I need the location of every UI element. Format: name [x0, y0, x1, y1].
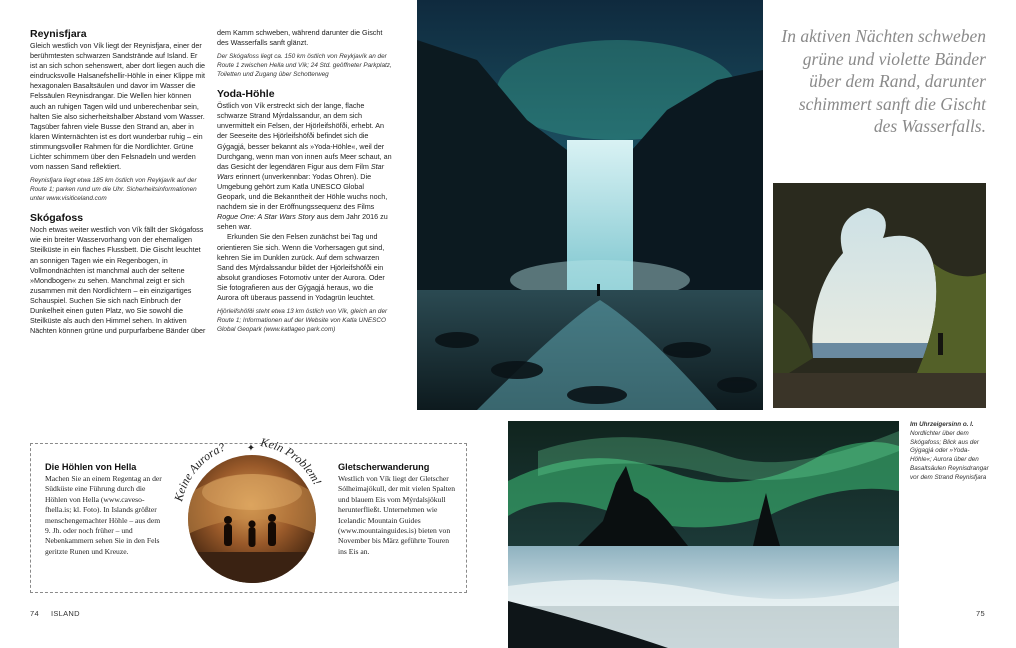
page-number-right: 75: [976, 609, 985, 618]
photo-skogafoss: [417, 0, 763, 410]
column-2: [217, 28, 393, 334]
film-title-rogue-one: Rogue One: A Star Wars Story: [217, 212, 315, 222]
text-reynisfjara: Gleich westlich von Vík liegt der Reynisfjara, einer der berühmtesten schwarzen Sandstrände auf Island. Er ist an sich schon sehenswert, aber dort liegen auch die eindrucksvolle Halsanefshellir-Höhle in einer Klippe mit hexagonalen Basaltsäulen und davor im Wasser die Felssäulen Reynisdrangar. Die Wellen hier können auch an ruhigen Tagen wild und unberechenbar sein, halten Sie also sicherheitshalber Abstand vom Wasser. Tagsüber fahren viele Busse den Strand an, aber in klaren Winternächten ist es dort wunderbar ruhig – ein stimmungsvoller Rahmen für die Nordlichter. Grüne Lichter schimmern über den Felsnadeln und werden vom nassen Sand reflektiert.: [30, 41, 205, 172]
caption-skogafoss: Der Skógafoss liegt ca. 150 km östlich von Reykjavík an der Route 1 zwischen Hella und Vík; 24 Std. geöffneter Parkplatz, Toiletten und Zugang über Schotterweg: [217, 53, 392, 79]
arc-text-left: Keine Aurora?: [171, 439, 228, 503]
photo-caption: [910, 421, 990, 483]
text-glacier: Westlich von Vík liegt der Gletscher Sólheimajökull, der mit vielen Spalten und blauem Eis vom Mýrdalsjökull herunterfließt. Unternehmen wie Icelandic Mountain Guides (www.mountainguides.is) bieten von November bis März geführte Touren ins Eis an.: [338, 474, 456, 556]
column-1: [30, 28, 206, 336]
caption-body: Nordlichter über dem Skógafoss; Blick aus der Gýgagjá oder »Yoda-Höhle«; Aurora über den Basaltsäulen Reynisdrangar vor dem Strand Reynisfjara: [910, 429, 989, 481]
arc-text-right: Kein Problem!: [259, 435, 325, 488]
caption-yoda: Hjörleifshöfði steht etwa 13 km östlich von Vík, gleich an der Route 1; Informationen auf der Website von Katla UNESCO Global Geopark (www.katlageo park.com): [217, 308, 388, 334]
photo-reynisdrangar: [508, 421, 899, 648]
page-number-left: 74: [30, 609, 39, 618]
heading-hella: Die Höhlen von Hella: [45, 462, 137, 472]
box-hella: [45, 461, 163, 557]
photo-yoda-cave: [773, 183, 986, 408]
text-yoda-p1: Östlich von Vík erstreckt sich der lange, flache schwarze Strand Mýrdalssandur, an dem sich unvermittelt ein Felsen, der Hjörleifshöfði, erhebt. An der Seeseite des Hjörleifshöfði befindet sich die Gýgagjá, besser bekannt als »Yoda-Höhle«, weil der Durchgang, wenn man von innen aufs Meer schaut, an das Gesicht der legendären Figur aus dem Film Star Wars erinnert (unverkennbar: Yodas Ohren). Die Umgebung gehört zum Katla UNESCO Global Geopark, und die Bekanntheit der Höhle wuchs noch, nachdem sie in der Eröffnungssequenz des Films Rogue One: A Star Wars Story aus dem Jahr 2016 zu sehen war.: [217, 101, 392, 232]
cave-image: [773, 183, 986, 408]
text-hella: Machen Sie an einem Regentag an der Südküste eine Führung durch die Höhlen von Hella (www.cavesofhella.is; kl. Foto). In Islands größter menschengemachter Höhle – aus dem 9. Jh. oder noch früher – und Nebenkammern sehen Sie in den Fels geritzte Runen und Kreuze.: [45, 474, 162, 556]
folio-left: [30, 609, 80, 618]
caption-lead: Im Uhrzeigersinn o. l.: [910, 421, 974, 428]
folio-right: [976, 609, 985, 618]
aurora-sea-stacks-image: [508, 421, 899, 648]
star-icon: ✦: [246, 443, 256, 454]
round-cave-photo: [168, 434, 334, 592]
heading-yoda-hoehle: Yoda-Höhle: [217, 88, 275, 101]
film-title-star-wars: Star Wars: [217, 161, 384, 181]
heading-glacier: Gletscherwanderung: [338, 462, 430, 472]
text-skogafoss-continued: dem Kamm schweben, während darunter die Gischt des Wasserfalls sanft glänzt.: [217, 28, 383, 48]
waterfall-image: [417, 0, 763, 410]
box-glacier: [338, 461, 456, 557]
caption-reynisfjara: Reynisfjara liegt etwa 185 km östlich von Reykjavík auf der Route 1; parken rund um die Uhr. Sicherheitsinformationen unter www.visiticeland.com: [30, 177, 197, 203]
heading-reynisfjara: Reynisfjara: [30, 28, 87, 40]
heading-skogafoss: Skógafoss: [30, 212, 84, 225]
running-head: ISLAND: [50, 609, 80, 618]
text-yoda-p2: Erkunden Sie den Felsen zunächst bei Tag und orientieren Sie sich. Wenn die Vorhersagen gut sind, kehren Sie im Dunklen zurück. Auf dem schwarzen Sand des Mýrdalssandur bildet der Hjörleifshöfði ein absolut grandioses Fotomotiv unter der Aurora. Oder Sie fotografieren aus der Gýgagjá heraus, wo die Aurora oft überaus passend in Yodagrün leuchtet.: [217, 232, 385, 302]
pull-quote: In aktiven Nächten schweben grüne und violette Bänder über dem Rand, darunter schimmert sanft die Gischt des Wasserfalls.: [781, 26, 986, 136]
text-skogafoss: Noch etwas weiter westlich von Vík fällt der Skógafoss wie ein breiter Wasservorhang von der ehemaligen Steilküste in ein flaches Flussbett. Die Gischt leuchtet an sonnigen Tagen wie ein Regenbogen, in Vollmondnächten ist manchmal auch der seltene »Mondbogen« zu sehen. Manchmal zeigt er sich zusammen mit den Nordlichtern – ein einzigartiges Schauspiel. Suchen Sie sich nach Einbruch der Dunkelheit einen guten Platz, wo Sie sowohl die Steilküste als auch den Himmel sehen. In aktiven Nächten können grüne und purpurfarbene Bänder über: [30, 225, 206, 336]
